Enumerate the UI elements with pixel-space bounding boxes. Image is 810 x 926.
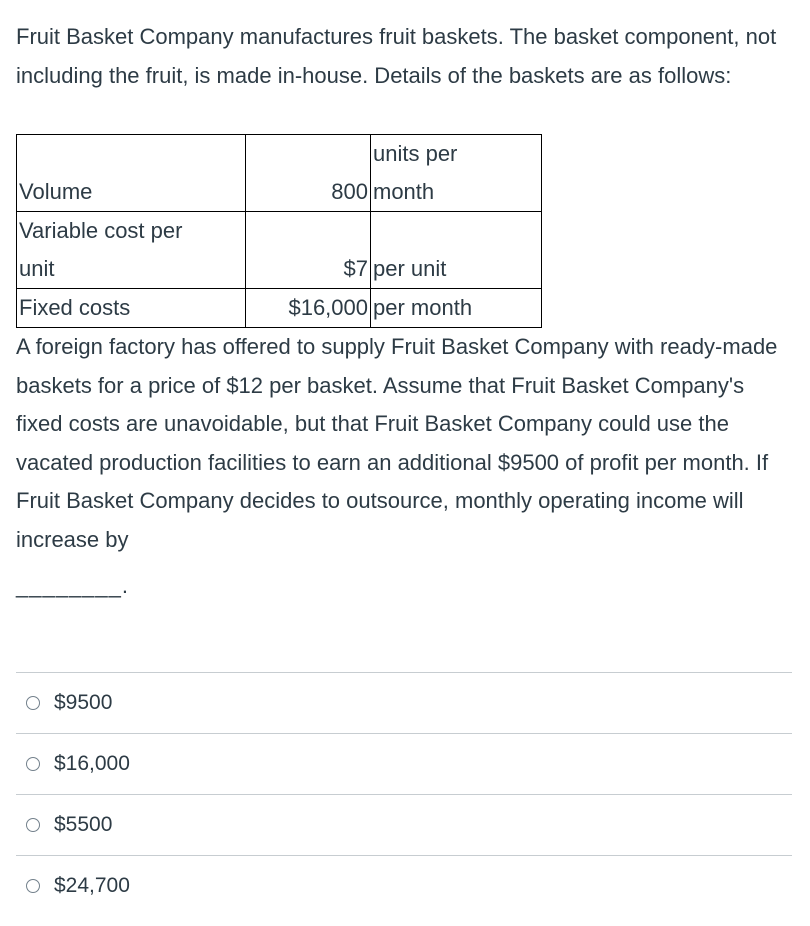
answer-label: $24,700: [54, 874, 130, 897]
answer-list: [16, 672, 792, 916]
variable-cost-label-line2: unit: [19, 256, 55, 281]
table-row-volume: [17, 135, 542, 212]
table-row-variable-cost: [17, 212, 542, 289]
answer-label: $16,000: [54, 752, 130, 775]
volume-label: Volume: [17, 135, 246, 212]
volume-unit-line1: units per: [373, 141, 458, 166]
volume-unit-line2: month: [373, 179, 435, 204]
fixed-costs-amount: $16,000: [246, 289, 371, 328]
fixed-costs-label: Fixed costs: [17, 289, 246, 328]
answer-label: $5500: [54, 813, 113, 836]
variable-cost-unit: per unit: [371, 212, 542, 289]
table-row-fixed-costs: [17, 289, 542, 328]
radio-button-icon[interactable]: [26, 879, 40, 893]
variable-cost-label-line1: Variable cost per: [19, 218, 183, 243]
volume-amount: 800: [246, 135, 371, 212]
question-text: [16, 18, 796, 606]
radio-button-icon[interactable]: [26, 696, 40, 710]
answer-option-1[interactable]: [16, 672, 792, 733]
answer-option-4[interactable]: [16, 855, 792, 916]
radio-button-icon[interactable]: [26, 757, 40, 771]
question-intro: Fruit Basket Company manufactures fruit baskets. The basket component, not including the fruit, is made in-house. Details of the baskets are as follows:: [16, 24, 777, 88]
radio-button-icon[interactable]: [26, 818, 40, 832]
answer-label: $9500: [54, 691, 113, 714]
question-body: A foreign factory has offered to supply Fruit Basket Company with ready-made baskets for a price of $12 per basket. Assume that Fruit Basket Company's fixed costs are unavoidable, but that Fruit Basket Company could use the vacated production facilities to earn an additional $9500 of profit per month. If Fruit Basket Company decides to outsource, monthly operating income will increase by: [16, 334, 778, 552]
basket-details-table: [16, 134, 542, 328]
answer-option-3[interactable]: [16, 794, 792, 855]
variable-cost-amount: $7: [246, 212, 371, 289]
volume-unit: [371, 135, 542, 212]
answer-option-2[interactable]: [16, 733, 792, 794]
fixed-costs-unit: per month: [371, 289, 542, 328]
answer-blank: ________.: [16, 573, 129, 598]
variable-cost-label: [17, 212, 246, 289]
